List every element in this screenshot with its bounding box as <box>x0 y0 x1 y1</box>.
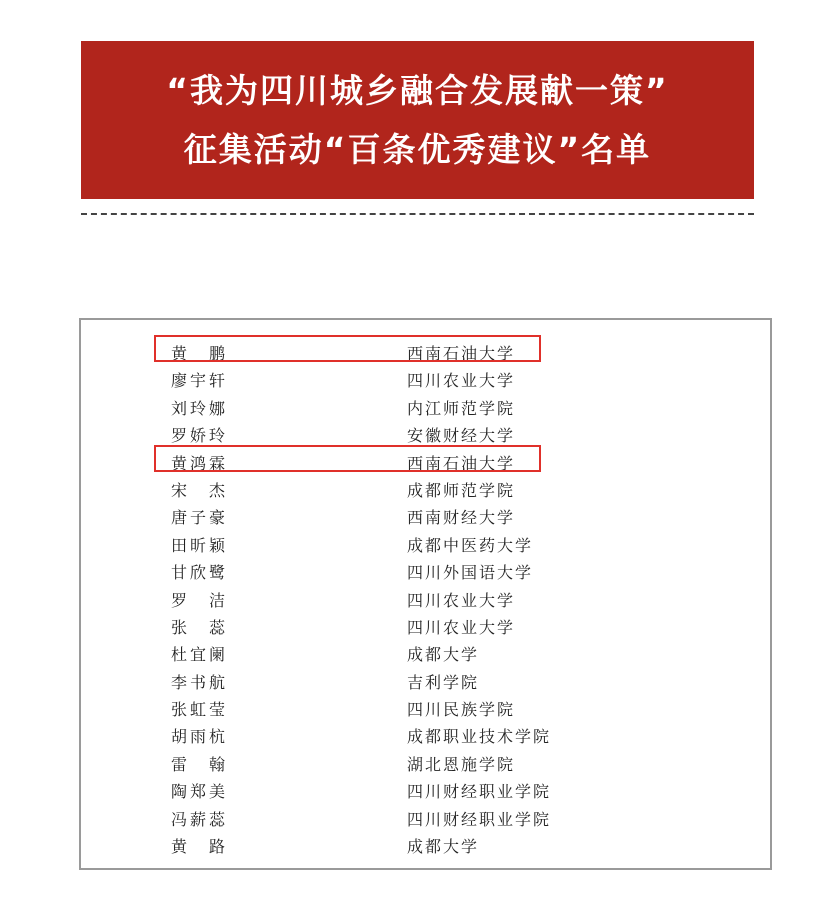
list-item <box>171 611 591 638</box>
person-name: 甘欣鹭 <box>171 563 229 583</box>
list-item <box>171 419 591 446</box>
list-item-highlighted <box>171 447 591 474</box>
person-name: 雷 翰 <box>171 754 229 774</box>
school-name: 成都大学 <box>407 645 480 665</box>
person-name: 宋 杰 <box>171 480 229 500</box>
list-item <box>171 775 591 802</box>
school-name: 四川外国语大学 <box>407 563 534 583</box>
school-name: 西南石油大学 <box>407 453 516 473</box>
list-item <box>171 529 591 556</box>
list-item <box>171 666 591 693</box>
school-name: 成都中医药大学 <box>407 535 534 555</box>
person-name: 黄 鹏 <box>171 344 229 363</box>
person-name: 刘玲娜 <box>171 398 229 418</box>
school-name: 安徽财经大学 <box>407 426 516 446</box>
person-name: 陶郑美 <box>171 782 229 802</box>
school-name: 成都大学 <box>407 837 480 857</box>
list-item <box>171 720 591 747</box>
banner-title-line-2: 征集活动“百条优秀建议”名单 <box>183 130 652 169</box>
person-name: 黄 路 <box>171 837 229 857</box>
list-item <box>171 748 591 775</box>
school-name: 四川农业大学 <box>407 617 516 637</box>
name-list-document <box>79 318 772 870</box>
school-name: 成都师范学院 <box>407 480 516 500</box>
school-name: 湖北恩施学院 <box>407 754 516 774</box>
list-item <box>171 693 591 720</box>
name-list <box>171 337 591 857</box>
title-banner <box>81 41 754 199</box>
person-name: 罗娇玲 <box>171 426 229 446</box>
list-item <box>171 830 591 857</box>
person-name: 李书航 <box>171 672 229 692</box>
list-item <box>171 501 591 528</box>
school-name: 吉利学院 <box>407 672 480 692</box>
list-item <box>171 556 591 583</box>
school-name: 四川农业大学 <box>407 371 516 391</box>
school-name: 四川农业大学 <box>407 590 516 610</box>
person-name: 田昕颖 <box>171 535 229 555</box>
banner-title-line-1: “我为四川城乡融合发展献一策” <box>166 71 669 110</box>
person-name: 张 蕊 <box>171 617 229 637</box>
list-item <box>171 392 591 419</box>
dashed-divider <box>81 213 754 215</box>
person-name: 杜宜阑 <box>171 645 229 665</box>
list-item-highlighted <box>171 337 591 364</box>
school-name: 四川财经职业学院 <box>407 782 552 802</box>
person-name: 唐子豪 <box>171 508 229 528</box>
person-name: 胡雨杭 <box>171 727 229 747</box>
list-item <box>171 803 591 830</box>
list-item <box>171 584 591 611</box>
school-name: 西南石油大学 <box>407 344 516 363</box>
school-name: 成都职业技术学院 <box>407 727 552 747</box>
person-name: 张虹莹 <box>171 700 229 720</box>
list-item <box>171 638 591 665</box>
person-name: 黄鸿霖 <box>171 453 229 473</box>
person-name: 冯薪蕊 <box>171 809 229 829</box>
school-name: 内江师范学院 <box>407 398 516 418</box>
person-name: 廖宇轩 <box>171 371 229 391</box>
school-name: 西南财经大学 <box>407 508 516 528</box>
school-name: 四川财经职业学院 <box>407 809 552 829</box>
list-item <box>171 364 591 391</box>
person-name: 罗 洁 <box>171 590 229 610</box>
list-item <box>171 474 591 501</box>
school-name: 四川民族学院 <box>407 700 516 720</box>
